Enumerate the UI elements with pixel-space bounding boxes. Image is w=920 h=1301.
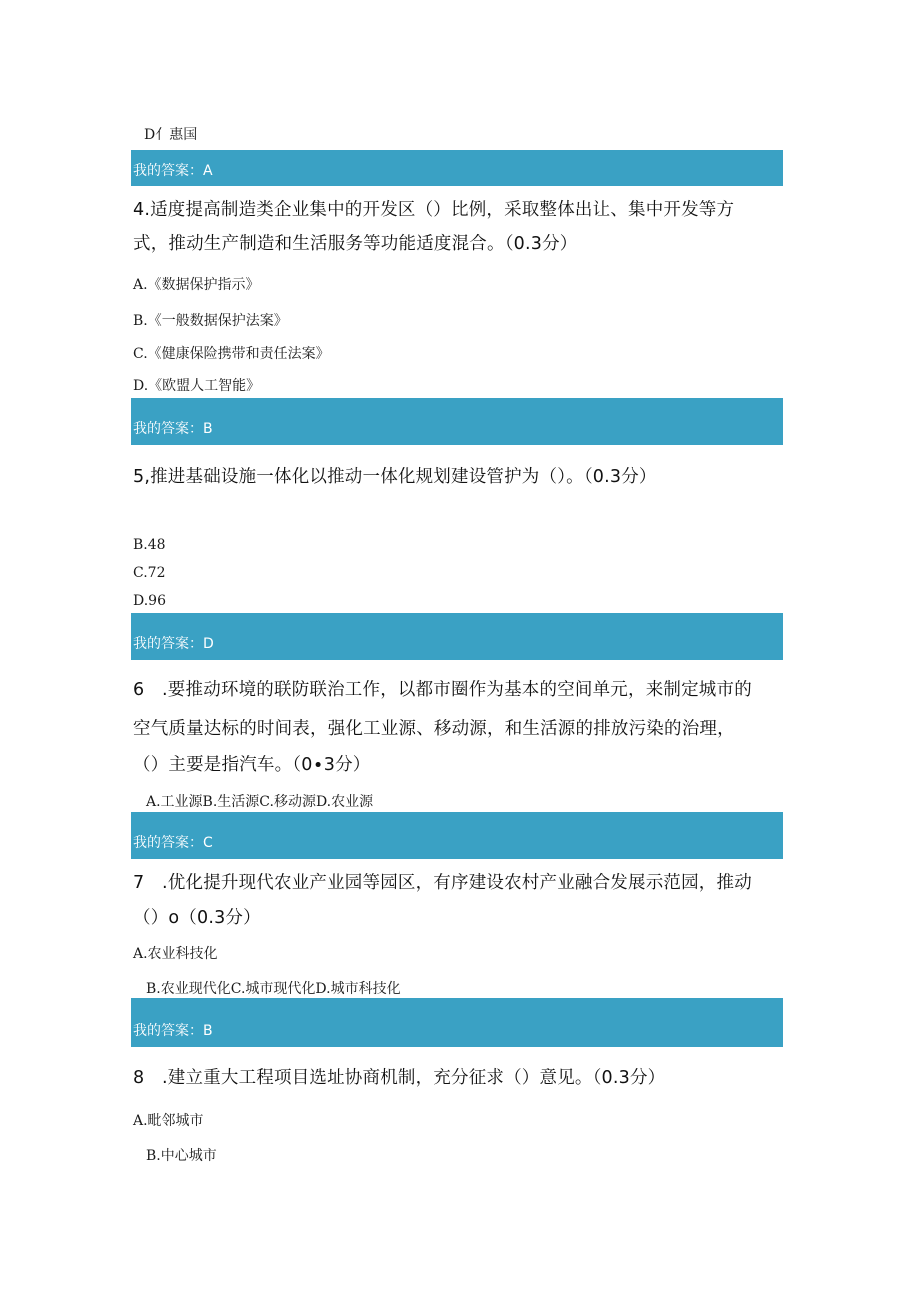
question-8-option-a: A.毗邻城市 (133, 1113, 204, 1129)
question-4-option-a: A.《数据保护指示》 (133, 277, 260, 293)
question-7-line-1: 7 .优化提升现代农业产业园等园区，有序建设农村产业融合发展示范园，推动 (133, 873, 752, 893)
question-6-line-2: 空气质量达标的时间表，强化工业源、移动源，和生活源的排放污染的治理， (133, 719, 735, 739)
question-8-option-b: B.中心城市 (146, 1148, 217, 1164)
question-8-line-1: 8 .建立重大工程项目选址协商机制，充分征求（）意见。（0.3分） (133, 1068, 666, 1088)
question-7-option-a: A.农业科技化 (133, 946, 218, 962)
answer-text: 我的答案：B (133, 421, 213, 437)
question-6-line-1: 6 .要推动环境的联防联治工作，以都市圈作为基本的空间单元，来制定城市的 (133, 680, 752, 700)
answer-text: 我的答案：D (133, 636, 214, 652)
answer-bar (131, 398, 783, 445)
question-5-line-1: 5,推进基础设施一体化以推动一体化规划建设管护为（）。（0.3分） (133, 467, 657, 487)
option-d: D亻惠国 (144, 127, 198, 143)
question-7-line-2: （）o（0.3分） (133, 908, 261, 928)
question-5-option-d: D.96 (133, 593, 166, 609)
answer-text: 我的答案：C (133, 835, 213, 851)
question-7-options-bcd: B.农业现代化C.城市现代化D.城市科技化 (146, 981, 401, 997)
question-4-option-c: C.《健康保险携带和责任法案》 (133, 346, 330, 362)
question-6-options: A.工业源B.生活源C.移动源D.农业源 (146, 794, 374, 810)
answer-bar (131, 150, 783, 186)
question-5-option-c: C.72 (133, 565, 166, 581)
question-4-line-2: 式，推动生产制造和生活服务等功能适度混合。（0.3分） (133, 234, 578, 254)
answer-bar (131, 613, 783, 660)
question-6-line-3: （）主要是指汽车。（0∙3分） (133, 755, 371, 775)
question-4-option-d: D.《欧盟人工智能》 (133, 378, 261, 394)
answer-bar (131, 812, 783, 859)
question-4-option-b: B.《一般数据保护法案》 (133, 313, 288, 329)
question-5-option-b: B.48 (133, 537, 166, 553)
question-4-line-1: 4.适度提高制造类企业集中的开发区（）比例，采取整体出让、集中开发等方 (133, 200, 735, 220)
answer-text: 我的答案：A (133, 163, 213, 179)
answer-text: 我的答案：B (133, 1023, 213, 1039)
answer-bar (131, 998, 783, 1047)
